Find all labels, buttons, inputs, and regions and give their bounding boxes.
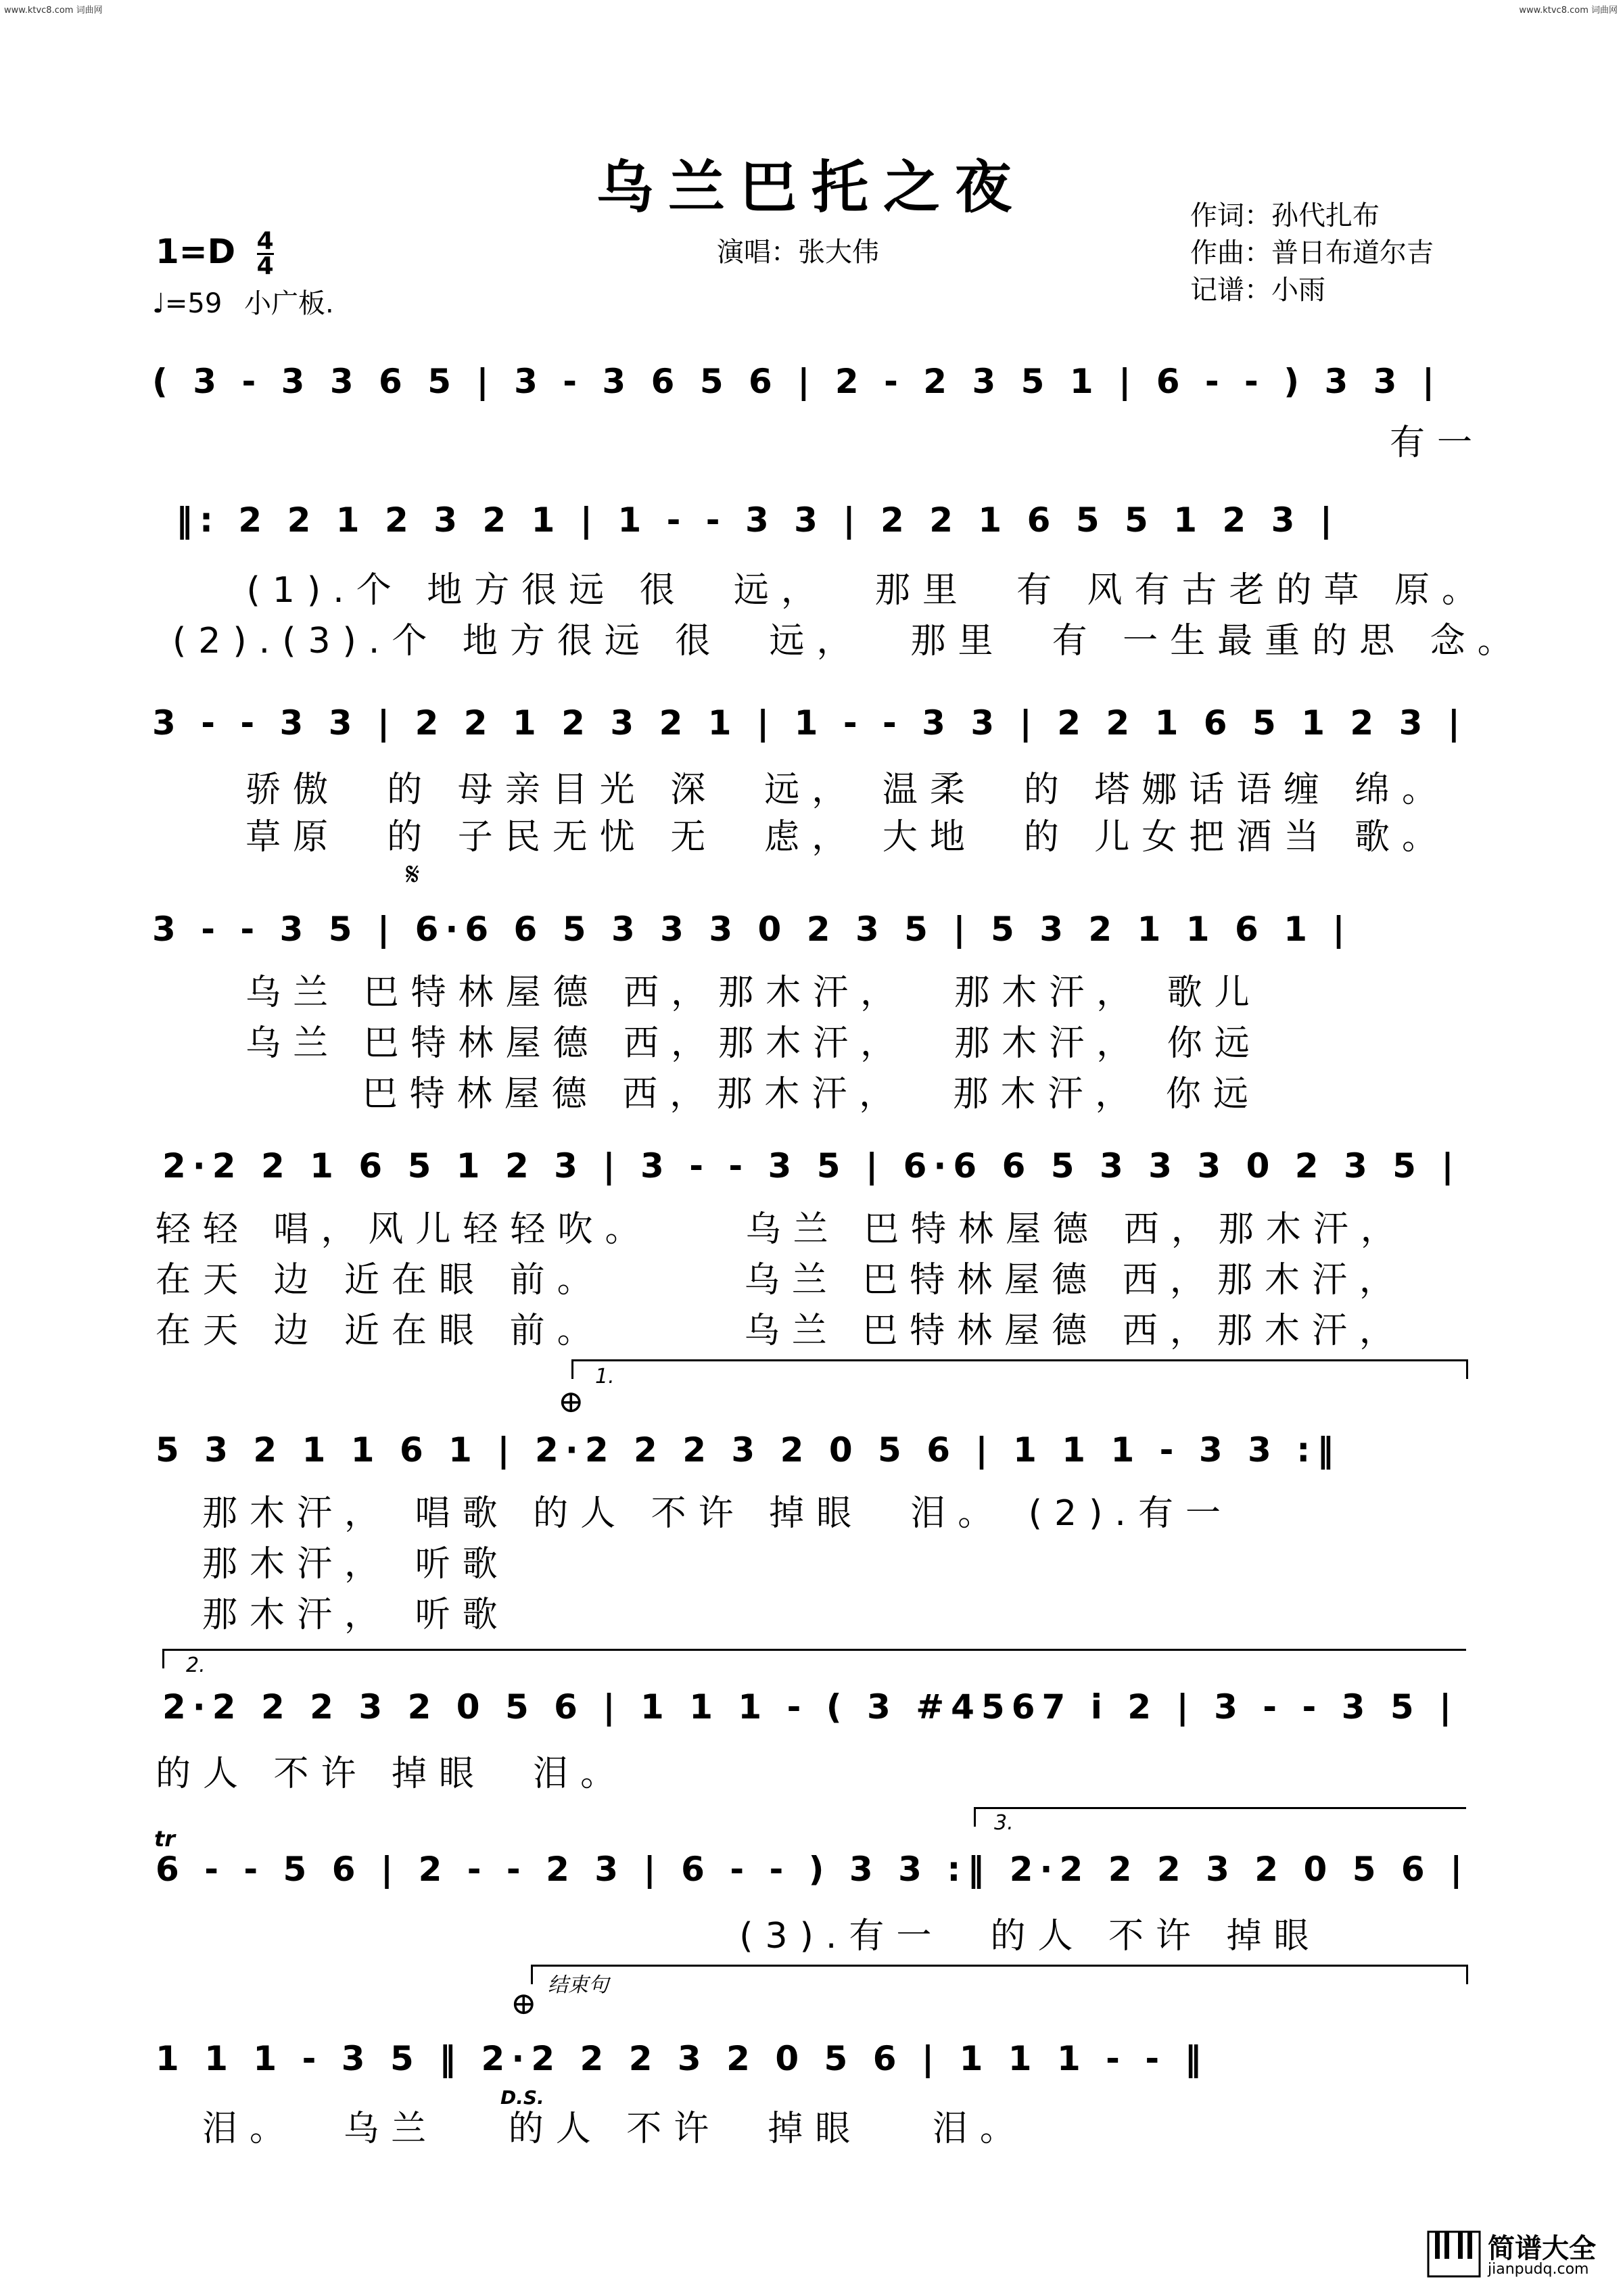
lyric-row-5-line-2: 在天 边 近在眼 前。 乌兰 巴特林屋德 西，那木汗， <box>156 1260 1407 1301</box>
tempo-marking <box>152 284 334 323</box>
volta-bracket-1 <box>571 1359 1468 1379</box>
lyricist-credit: 作词：孙代扎布 <box>1190 200 1380 231</box>
trill-mark: tr <box>154 1826 176 1852</box>
lyric-row-6-line-3: 那木汗， 听歌 <box>156 1595 510 1635</box>
lyric-row-8-line-1: (3).有一 的人 不许 掉眼 <box>156 1916 1321 1957</box>
lyric-row-2-line-1: (1).个 地方很远 很 远， 那里 有 风有古老的草 原。 <box>223 570 1490 611</box>
lyric-row-3-line-2: 草原 的 子民无忧 无 虑， 大地 的 儿女把酒当 歌。 <box>152 817 1449 858</box>
notation-row-2: ‖: 2 2 1 2 3 2 1 | 1 - - 3 3 | 2 2 1 6 5 5 1 2 3 | <box>176 500 1340 540</box>
volta-label-2: 2. <box>186 1654 206 1677</box>
lyric-row-4-line-2: 乌兰 巴特林屋德 西，那木汗， 那木汗， 你远 <box>152 1023 1262 1064</box>
piano-keys-icon <box>1427 2230 1481 2278</box>
lyric-row-7-line-1: 的人 不许 掉眼 泪。 <box>156 1754 628 1794</box>
time-sig-bottom: 4 <box>256 252 274 280</box>
lyric-row-3-line-1: 骄傲 的 母亲目光 深 远， 温柔 的 塔娜话语缠 绵。 <box>152 770 1449 810</box>
notation-row-1: ( 3 - 3 3 6 5 | 3 - 3 6 5 6 | 2 - 2 3 5 1 | 6 - - ) 3 3 | <box>152 362 1442 401</box>
lyric-row-2-line-2: (2).(3).个 地方很远 很 远， 那里 有 一生最重的思 念。 <box>172 621 1525 661</box>
header-site-left[interactable]: www.ktvc8.com 词曲网 <box>4 5 103 16</box>
watermark-brand: 简谱大全 <box>1488 2233 1596 2264</box>
singer-credit: 演唱：张大伟 <box>717 237 879 268</box>
coda-icon-2: ⊕ <box>511 1985 537 2021</box>
lyric-row-4-line-1: 乌兰 巴特林屋德 西，那木汗， 那木汗， 歌儿 <box>152 973 1262 1013</box>
volta-bracket-ending <box>531 1965 1468 1984</box>
volta-label-3: 3. <box>994 1811 1014 1835</box>
ds-mark: D.S. <box>500 2086 544 2109</box>
lyric-row-1-line-1: 有一 <box>152 423 1485 463</box>
watermark-site: jianpudq.com <box>1488 2261 1589 2278</box>
time-sig-top: 4 <box>256 227 274 255</box>
lyric-row-5-line-1: 轻轻 唱，风儿轻轻吹。 乌兰 巴特林屋德 西，那木汗， <box>156 1209 1408 1250</box>
page-header <box>0 0 1623 15</box>
notation-row-8: 6 - - 5 6 | 2 - - 2 3 | 6 - - ) 3 3 :‖ 2·2 2 2 3 2 0 5 6 | <box>156 1850 1469 1889</box>
coda-icon: ⊕ <box>558 1383 584 1420</box>
volta-label-1: 1. <box>595 1365 615 1388</box>
quarter-note-icon: ♩ <box>152 288 165 319</box>
notation-row-6: 5 3 2 1 1 6 1 | 2·2 2 2 3 2 0 5 6 | 1 1 1 - 3 3 :‖ <box>156 1430 1341 1470</box>
notation-row-5: 2·2 2 1 6 5 1 2 3 | 3 - - 3 5 | 6·6 6 5 3 3 3 0 2 3 5 | <box>162 1146 1461 1186</box>
time-signature <box>256 227 274 280</box>
header-site-right[interactable]: www.ktvc8.com 词曲网 <box>1519 5 1618 16</box>
site-watermark[interactable] <box>1427 2227 1596 2281</box>
segno-icon: 𝄋 <box>406 856 420 893</box>
notation-row-9: 1 1 1 - 3 5 ‖ 2·2 2 2 3 2 0 5 6 | 1 1 1 - - ‖ <box>156 2039 1208 2078</box>
volta-bracket-3 <box>974 1807 1466 1827</box>
notation-row-3: 3 - - 3 3 | 2 2 1 2 3 2 1 | 1 - - 3 3 | 2 2 1 6 5 1 2 3 | <box>152 703 1467 743</box>
lyric-row-5-line-3: 在天 边 近在眼 前。 乌兰 巴特林屋德 西，那木汗， <box>156 1311 1407 1351</box>
lyric-row-6-line-2: 那木汗， 听歌 <box>156 1544 510 1585</box>
tempo-description: 小广板. <box>244 288 334 319</box>
key-value: 1=D <box>156 232 236 271</box>
volta-bracket-2 <box>162 1649 1466 1668</box>
lyric-row-4-line-3: 巴特林屋德 西，那木汗， 那木汗， 你远 <box>152 1074 1261 1115</box>
key-signature <box>156 227 274 280</box>
composer-credit: 作曲：普日布道尔吉 <box>1190 237 1434 268</box>
tempo-value: =59 <box>164 288 222 319</box>
ending-label: 结束句 <box>548 1973 609 1997</box>
song-title: 乌兰巴托之夜 <box>596 154 1027 220</box>
transcriber-credit: 记谱：小雨 <box>1190 275 1325 306</box>
notation-row-4: 3 - - 3 5 | 6·6 6 5 3 3 3 0 2 3 5 | 5 3 2 1 1 6 1 | <box>152 910 1352 949</box>
notation-row-7: 2·2 2 2 3 2 0 5 6 | 1 1 1 - ( 3 #4567 i 2 | 3 - - 3 5 | <box>162 1687 1459 1727</box>
lyric-row-6-line-1: 那木汗， 唱歌 的人 不许 掉眼 泪。 (2).有一 <box>156 1493 1233 1534</box>
lyric-row-9-line-1: 泪。 乌兰 的人 不许 掉眼 泪。 <box>156 2109 1027 2149</box>
